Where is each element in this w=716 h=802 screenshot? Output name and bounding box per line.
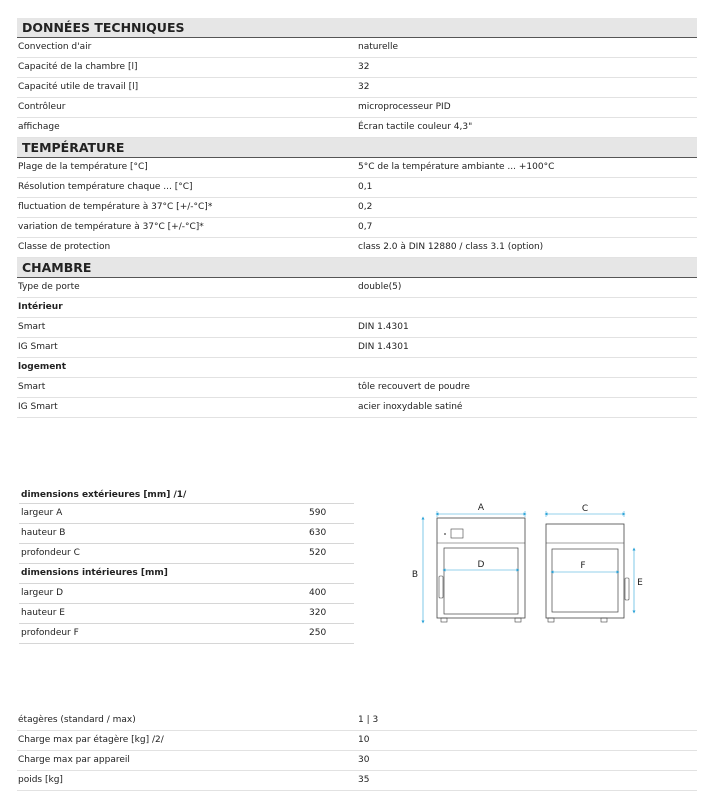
section-title: CHAMBRE [17,258,697,278]
side-body-outline [546,524,624,618]
row-label: Type de porte [18,282,80,292]
front-door-outline [444,548,518,614]
table-row [19,624,354,644]
table-subheading-row [17,298,697,318]
row-value: Écran tactile couleur 4,3" [358,122,473,132]
row-value: 35 [358,775,370,785]
foot [441,618,447,622]
table-row [19,584,354,604]
section-title: DONNÉES TECHNIQUES [17,18,697,38]
table-row [19,504,354,524]
dimensions-exterior-title: dimensions extérieures [mm] /1/ [19,487,354,504]
row-label: affichage [18,122,60,132]
row-label: Charge max par étagère [kg] /2/ [18,735,164,745]
dimension-c-label: C [581,504,589,514]
row-label: largeur D [21,588,64,598]
table-row [17,118,697,138]
dimension-f-label: F [580,561,586,571]
row-label: Contrôleur [18,102,66,112]
load-table [17,711,697,791]
row-value: 1 | 3 [358,715,379,725]
row-label: dimensions intérieures [mm] [21,568,168,578]
row-label: Smart [18,322,46,332]
table-row [17,158,697,178]
door-handle [439,576,443,598]
table-row [19,544,354,564]
row-value: acier inoxydable satiné [358,402,463,412]
table-row [17,78,697,98]
row-value: microprocesseur PID [358,102,451,112]
row-value: 5°C de la température ambiante ... +100°C [358,162,555,172]
table-row [17,318,697,338]
table-row [17,378,697,398]
row-label: Smart [18,382,46,392]
row-value: 30 [358,755,370,765]
row-value: 590 [309,508,327,518]
row-value: 400 [309,588,327,598]
row-value: 32 [358,62,370,72]
side-view [546,504,643,622]
dimension-d-label: D [477,560,485,570]
table-row [17,751,697,771]
row-label: logement [18,362,67,372]
row-label: fluctuation de température à 37°C [+/-°C]* [18,202,213,212]
table-row [17,238,697,258]
table-row [17,98,697,118]
row-value: DIN 1.4301 [358,342,409,352]
table-row [17,338,697,358]
power-led-icon [444,533,446,535]
front-view [412,503,525,622]
row-value: 0,2 [358,202,373,212]
table-row [17,58,697,78]
row-value: naturelle [358,42,399,52]
section-chambre [17,258,697,418]
dimension-e-label: E [637,578,643,588]
table-row [17,198,697,218]
side-chamber-outline [552,549,618,612]
row-label: étagères (standard / max) [18,715,136,725]
row-label: Capacité de la chambre [l] [18,62,138,72]
row-value: 0,1 [358,182,373,192]
row-label: Plage de la température [°C] [18,162,148,172]
row-label: hauteur E [21,608,65,618]
row-label: Charge max par appareil [18,755,130,765]
foot [548,618,554,622]
table-row [17,771,697,791]
display-screen [451,529,463,538]
table-row [17,178,697,198]
row-label: profondeur C [21,548,80,558]
row-label: hauteur B [21,528,66,538]
table-row [17,278,697,298]
row-label: poids [kg] [18,775,63,785]
table-row [17,711,697,731]
foot [601,618,607,622]
row-value: 32 [358,82,370,92]
section-donnees-techniques [17,18,697,138]
incubator-dimension-diagram [405,498,645,633]
table-row [17,731,697,751]
row-value: 0,7 [358,222,373,232]
row-label: Résolution température chaque ... [°C] [18,182,193,192]
row-value: 320 [309,608,327,618]
row-label: largeur A [21,508,63,518]
dimensions-interior-title [19,564,354,584]
row-label: Convection d'air [18,42,92,52]
row-value: double(5) [358,282,402,292]
side-handle [625,578,629,600]
row-label: profondeur F [21,628,79,638]
row-label: Intérieur [18,302,63,312]
table-row [17,398,697,418]
row-value: 630 [309,528,327,538]
dimension-b-label: B [411,570,419,580]
row-label: IG Smart [18,342,58,352]
row-label: Classe de protection [18,242,111,252]
table-row [17,38,697,58]
row-value: class 2.0 à DIN 12880 / class 3.1 (option) [358,242,544,252]
row-label: Capacité utile de travail [l] [18,82,139,92]
row-label: variation de température à 37°C [+/-°C]* [18,222,204,232]
table-subheading-row [17,358,697,378]
table-row [19,604,354,624]
row-value: 10 [358,735,370,745]
section-temperature [17,138,697,258]
table-row [17,218,697,238]
row-value: tôle recouvert de poudre [358,382,470,392]
row-label: IG Smart [18,402,58,412]
row-value: 250 [309,628,327,638]
table-row [19,524,354,544]
row-value: DIN 1.4301 [358,322,409,332]
row-value: 520 [309,548,327,558]
foot [515,618,521,622]
section-title: TEMPÉRATURE [17,138,697,158]
dimensions-table [19,487,354,644]
dimension-a-label: A [477,503,485,513]
